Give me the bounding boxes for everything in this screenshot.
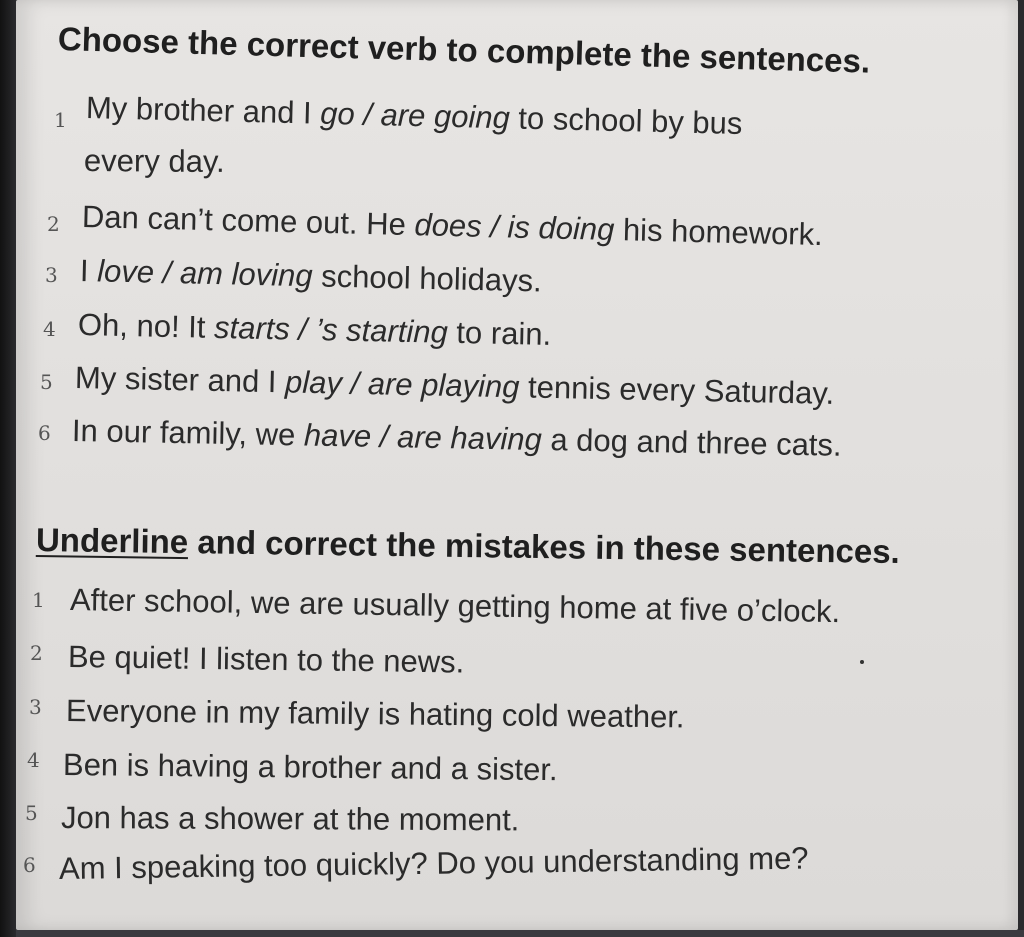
exercise-1-item-1-continued: every day.	[83, 143, 225, 179]
item-number: 3	[29, 695, 42, 719]
exercise-2-item-5: Jon has a shower at the moment.	[60, 800, 520, 838]
item-number: 5	[40, 370, 53, 394]
exercise-1-item-1: My brother and I go / are going to school by bus	[85, 90, 743, 142]
exercise-2-item-2: Be quiet! I listen to the news.	[67, 639, 465, 680]
exercise-2-item-1: After school, we are usually getting home at five o’clock.	[69, 582, 841, 630]
item-number: 5	[25, 801, 38, 825]
exercise-1-item-6: In our family, we have / are having a dog and three cats.	[71, 413, 842, 463]
exercise-2-item-3: Everyone in my family is hating cold weather.	[65, 693, 685, 735]
exercise-2-item-6: Am I speaking too quickly? Do you understanding me?	[58, 840, 809, 886]
item-number: 3	[45, 263, 58, 287]
exercise-2-item-4: Ben is having a brother and a sister.	[62, 747, 558, 788]
ink-speck	[860, 660, 864, 664]
item-number: 4	[27, 748, 40, 772]
item-number: 2	[47, 212, 60, 236]
exercise-1-item-4: Oh, no! It starts / ’s starting to rain.	[77, 307, 552, 352]
item-number: 4	[43, 317, 56, 341]
item-number: 6	[38, 421, 51, 445]
exercise-1-item-2: Dan can’t come out. He does / is doing his homework.	[81, 199, 824, 253]
exercise-2-heading: Underline and correct the mistakes in these sentences.	[35, 521, 901, 571]
item-number: 1	[32, 588, 45, 612]
item-number: 2	[30, 641, 43, 665]
exercise-1-item-5: My sister and I play / are playing tennis every Saturday.	[74, 360, 835, 411]
item-number: 6	[23, 853, 36, 877]
underline-keyword: Underline	[35, 521, 189, 561]
exercise-1-heading: Choose the correct verb to complete the sentences.	[57, 20, 871, 80]
item-number: 1	[54, 108, 67, 132]
exercise-1-item-3: I love / am loving school holidays.	[79, 253, 543, 299]
